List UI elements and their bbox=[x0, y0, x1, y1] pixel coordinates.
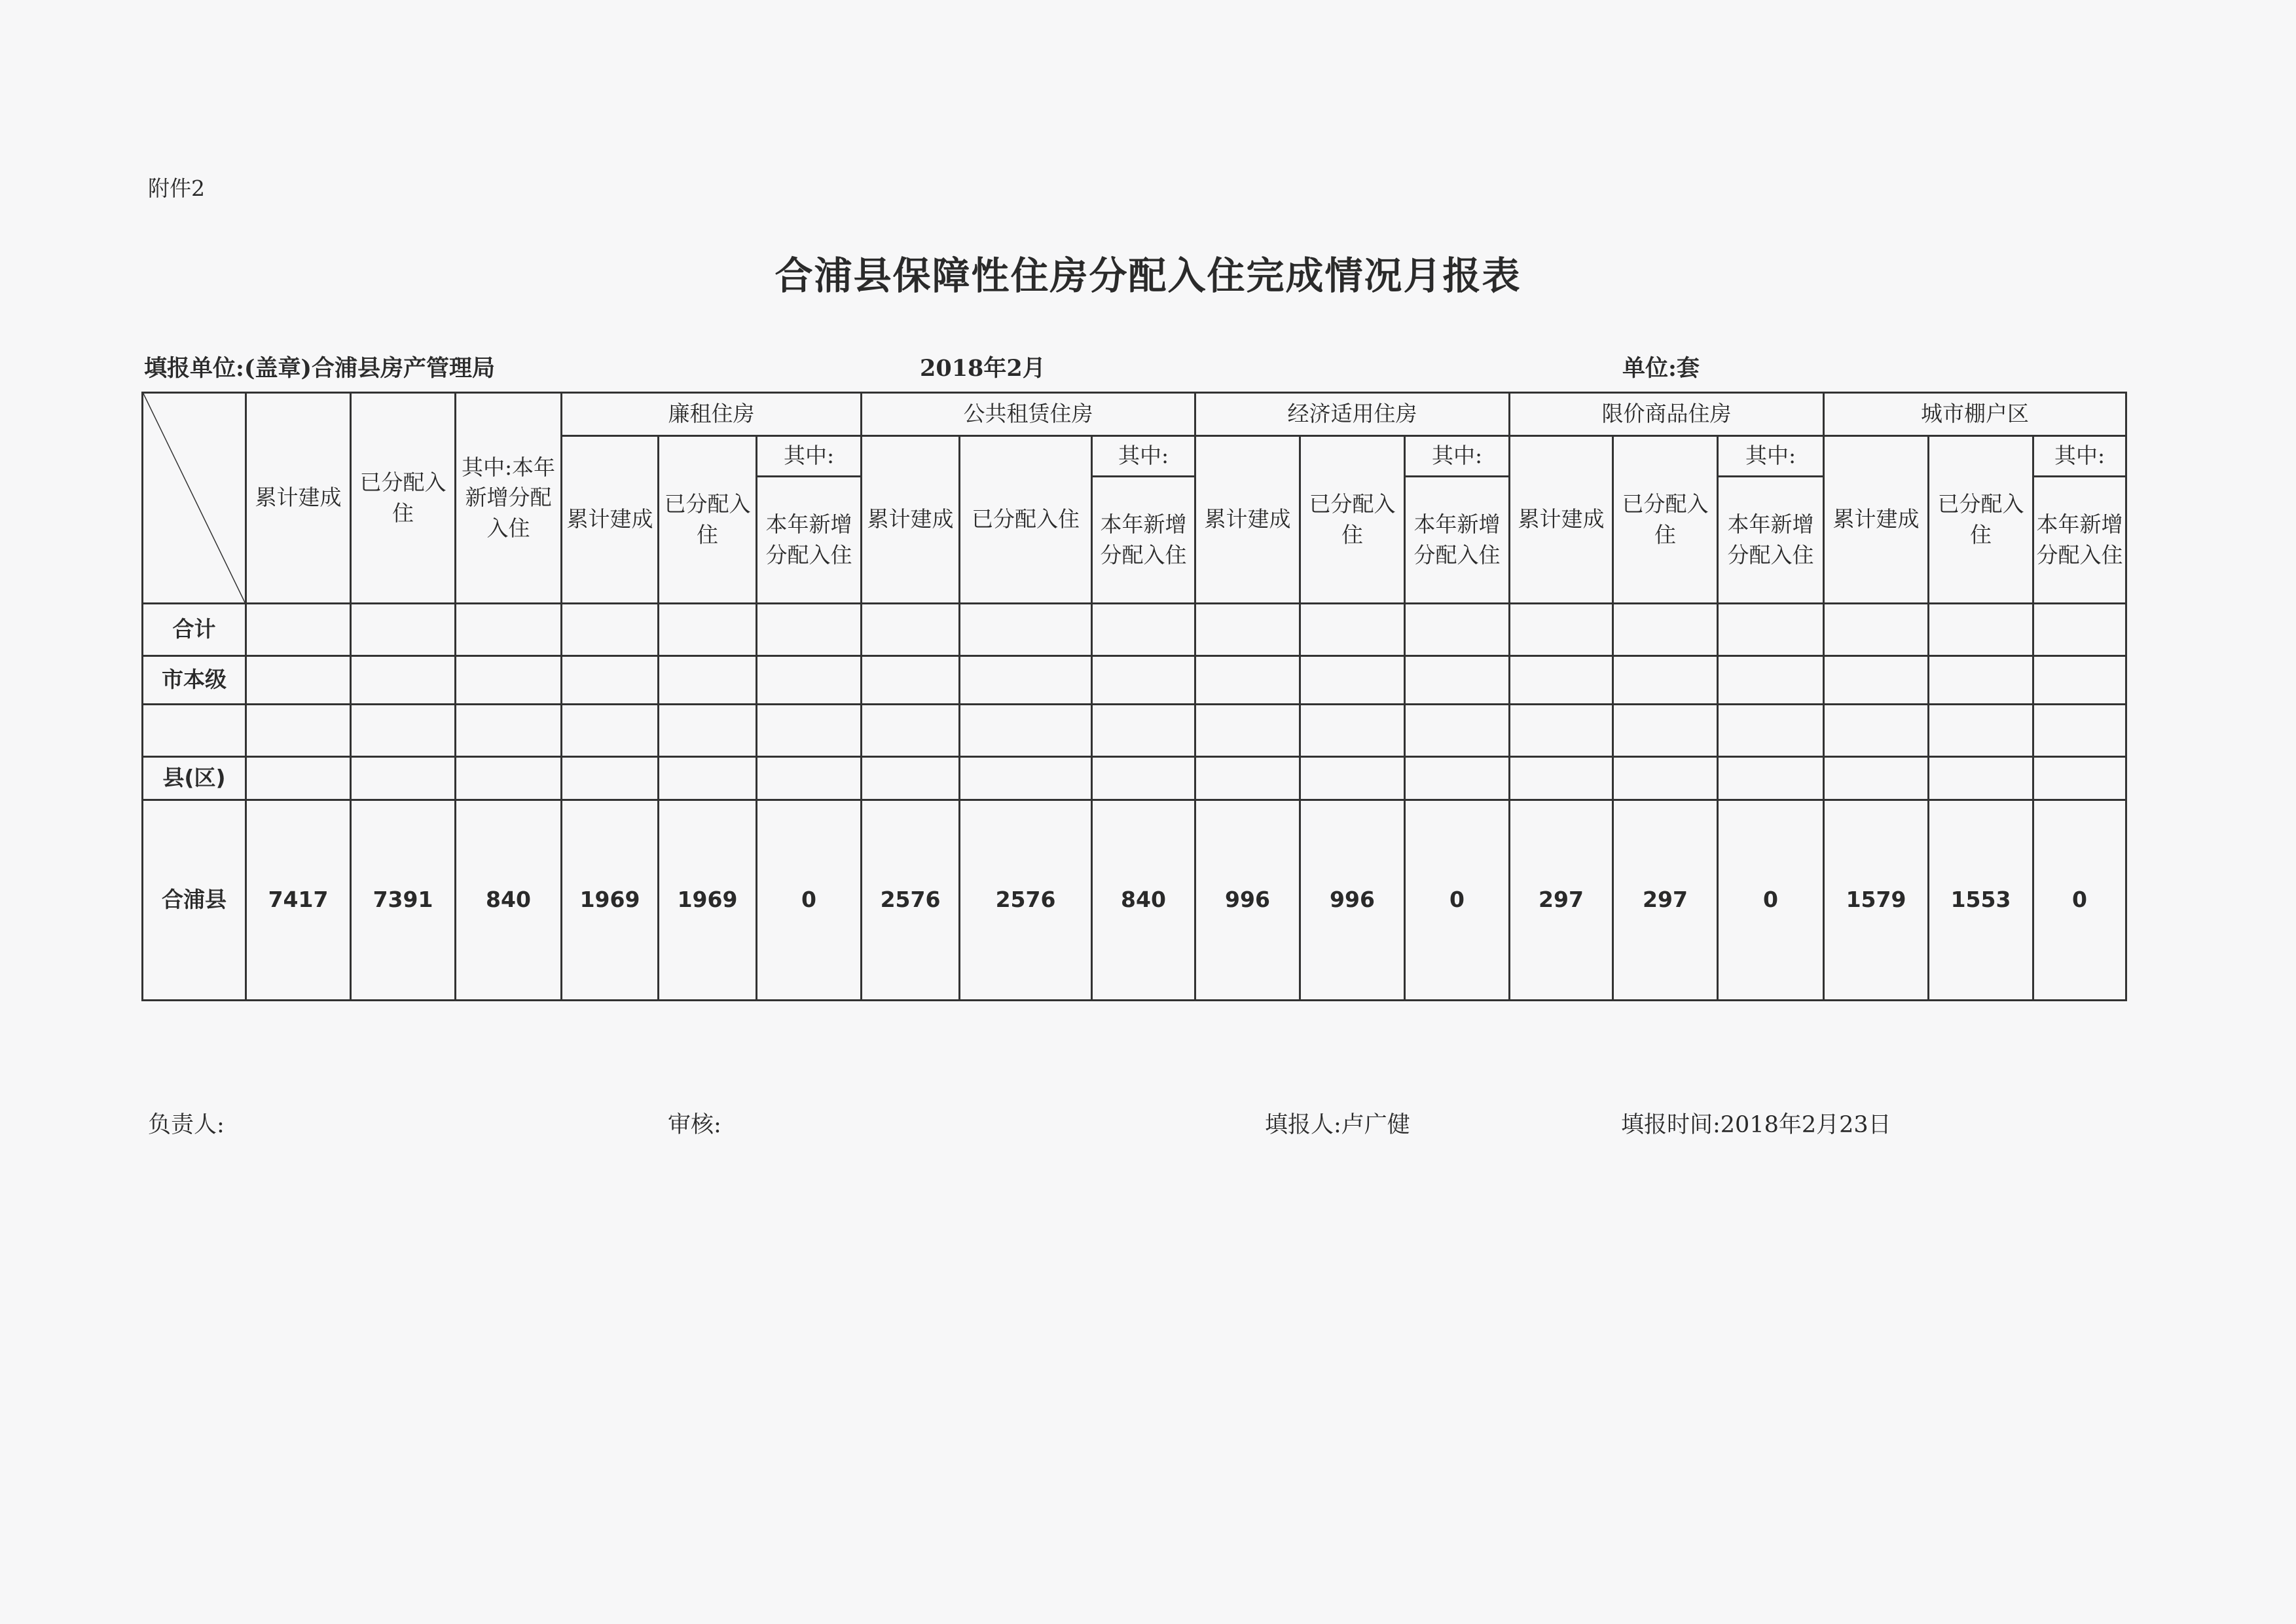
table-cell: 1553 bbox=[1929, 800, 2033, 1001]
attachment-label: 附件2 bbox=[148, 175, 205, 201]
diagonal-line bbox=[143, 394, 245, 602]
table-cell bbox=[1929, 656, 2033, 705]
table-cell bbox=[456, 705, 562, 757]
group-jingji: 经济适用住房 bbox=[1195, 393, 1510, 436]
table-cell: 996 bbox=[1195, 800, 1300, 1001]
footer-review: 审核: bbox=[668, 1112, 721, 1138]
group-penghu: 城市棚户区 bbox=[1824, 393, 2126, 436]
table-cell bbox=[757, 757, 862, 800]
table-cell bbox=[456, 604, 562, 656]
row-label: 县(区) bbox=[143, 757, 246, 800]
report-period: 2018年2月 bbox=[920, 355, 1046, 382]
jingji-built-header: 累计建成 bbox=[1195, 436, 1300, 604]
table-cell bbox=[960, 656, 1092, 705]
table-cell: 996 bbox=[1300, 800, 1405, 1001]
table-cell: 1969 bbox=[659, 800, 757, 1001]
table-cell bbox=[1300, 705, 1405, 757]
table-cell bbox=[757, 705, 862, 757]
gongzu-of-which: 其中: bbox=[1092, 436, 1195, 477]
table-cell bbox=[1195, 757, 1300, 800]
footer-responsible: 负责人: bbox=[148, 1112, 225, 1138]
table-cell: 0 bbox=[1405, 800, 1510, 1001]
row-label: 合浦县 bbox=[143, 800, 246, 1001]
jingji-allocated-header: 已分配入住 bbox=[1300, 436, 1405, 604]
table-cell bbox=[960, 705, 1092, 757]
header-total-allocated: 已分配入住 bbox=[351, 393, 456, 604]
table-cell bbox=[1510, 656, 1613, 705]
table-cell bbox=[1718, 705, 1824, 757]
table-cell bbox=[562, 604, 659, 656]
table-cell bbox=[1092, 604, 1195, 656]
table-cell bbox=[562, 705, 659, 757]
table-cell bbox=[862, 757, 960, 800]
table-cell: 840 bbox=[1092, 800, 1195, 1001]
gongzu-built-header: 累计建成 bbox=[862, 436, 960, 604]
table-cell bbox=[862, 656, 960, 705]
table-cell bbox=[1300, 656, 1405, 705]
table-cell bbox=[1824, 705, 1929, 757]
table-row bbox=[143, 705, 2126, 757]
table-cell bbox=[1405, 656, 1510, 705]
table-cell bbox=[562, 656, 659, 705]
table-cell bbox=[757, 604, 862, 656]
xianjia-of-which: 其中: bbox=[1718, 436, 1824, 477]
group-xianjia: 限价商品住房 bbox=[1510, 393, 1824, 436]
table-cell bbox=[1718, 604, 1824, 656]
table-cell bbox=[246, 705, 351, 757]
table-row bbox=[143, 604, 2126, 656]
table-cell bbox=[1510, 757, 1613, 800]
table-cell: 297 bbox=[1510, 800, 1613, 1001]
table-cell bbox=[1092, 757, 1195, 800]
table-cell bbox=[1195, 656, 1300, 705]
table-cell bbox=[351, 656, 456, 705]
table-cell bbox=[2033, 656, 2126, 705]
table-row bbox=[143, 800, 2126, 1001]
table-cell bbox=[862, 705, 960, 757]
table-cell bbox=[1613, 705, 1718, 757]
table-cell bbox=[562, 757, 659, 800]
table-cell bbox=[659, 604, 757, 656]
corner-diagonal-cell bbox=[143, 393, 246, 604]
table-cell bbox=[1613, 757, 1718, 800]
table-cell bbox=[1195, 705, 1300, 757]
table-cell: 0 bbox=[1718, 800, 1824, 1001]
penghu-built-header: 累计建成 bbox=[1824, 436, 1929, 604]
group-gongzu: 公共租赁住房 bbox=[862, 393, 1195, 436]
penghu-new-header: 本年新增分配入住 bbox=[2033, 477, 2126, 604]
table-row bbox=[143, 656, 2126, 705]
lianzu-allocated-header: 已分配入住 bbox=[659, 436, 757, 604]
jingji-new-header: 本年新增分配入住 bbox=[1405, 477, 1510, 604]
header-total-built: 累计建成 bbox=[246, 393, 351, 604]
table-cell bbox=[351, 604, 456, 656]
xianjia-built-header: 累计建成 bbox=[1510, 436, 1613, 604]
table-cell: 2576 bbox=[960, 800, 1092, 1001]
row-label bbox=[143, 705, 246, 757]
lianzu-of-which: 其中: bbox=[757, 436, 862, 477]
reporting-unit: 填报单位:(盖章)合浦县房产管理局 bbox=[144, 355, 496, 382]
table-cell: 7417 bbox=[246, 800, 351, 1001]
table-cell bbox=[659, 656, 757, 705]
table-cell bbox=[1929, 705, 2033, 757]
table-cell: 1579 bbox=[1824, 800, 1929, 1001]
table-cell bbox=[1510, 604, 1613, 656]
jingji-of-which: 其中: bbox=[1405, 436, 1510, 477]
table-cell: 0 bbox=[2033, 800, 2126, 1001]
penghu-of-which: 其中: bbox=[2033, 436, 2126, 477]
lianzu-built-header: 累计建成 bbox=[562, 436, 659, 604]
table-cell bbox=[1613, 656, 1718, 705]
table-cell bbox=[1613, 604, 1718, 656]
table-cell bbox=[351, 705, 456, 757]
table-cell bbox=[246, 604, 351, 656]
table-cell bbox=[659, 757, 757, 800]
header-total-new: 其中:本年新增分配入住 bbox=[456, 393, 562, 604]
table-cell bbox=[1929, 757, 2033, 800]
table-cell bbox=[1929, 604, 2033, 656]
table-cell bbox=[1300, 757, 1405, 800]
table-cell bbox=[1824, 656, 1929, 705]
table-cell: 840 bbox=[456, 800, 562, 1001]
footer-fill-time: 填报时间:2018年2月23日 bbox=[1621, 1112, 1891, 1138]
gongzu-new-header: 本年新增分配入住 bbox=[1092, 477, 1195, 604]
table-cell bbox=[246, 656, 351, 705]
table-cell bbox=[1092, 656, 1195, 705]
penghu-allocated-header: 已分配入住 bbox=[1929, 436, 2033, 604]
report-table bbox=[141, 392, 2127, 1001]
table-cell bbox=[862, 604, 960, 656]
table-cell bbox=[456, 656, 562, 705]
table-cell: 1969 bbox=[562, 800, 659, 1001]
table-cell bbox=[1824, 757, 1929, 800]
table-cell bbox=[659, 705, 757, 757]
table-cell: 297 bbox=[1613, 800, 1718, 1001]
table-cell bbox=[1718, 757, 1824, 800]
xianjia-allocated-header: 已分配入住 bbox=[1613, 436, 1718, 604]
table-cell: 7391 bbox=[351, 800, 456, 1001]
row-label: 市本级 bbox=[143, 656, 246, 705]
table-cell bbox=[1405, 757, 1510, 800]
table-cell bbox=[246, 757, 351, 800]
table-cell bbox=[1092, 705, 1195, 757]
table-cell bbox=[351, 757, 456, 800]
group-lianzu: 廉租住房 bbox=[562, 393, 862, 436]
row-label: 合计 bbox=[143, 604, 246, 656]
table-row bbox=[143, 757, 2126, 800]
lianzu-new-header: 本年新增分配入住 bbox=[757, 477, 862, 604]
table-cell bbox=[1300, 604, 1405, 656]
table-cell: 2576 bbox=[862, 800, 960, 1001]
footer-filler: 填报人:卢广健 bbox=[1265, 1112, 1410, 1138]
table-cell bbox=[1405, 604, 1510, 656]
page-title: 合浦县保障性住房分配入住完成情况月报表 bbox=[774, 253, 1522, 298]
measure-unit: 单位:套 bbox=[1622, 355, 1700, 382]
table-cell bbox=[1718, 656, 1824, 705]
table-cell bbox=[456, 757, 562, 800]
table-cell bbox=[1405, 705, 1510, 757]
gongzu-allocated-header: 已分配入住 bbox=[960, 436, 1092, 604]
table-cell bbox=[1195, 604, 1300, 656]
table-cell bbox=[757, 656, 862, 705]
table-cell bbox=[1824, 604, 1929, 656]
table-cell: 0 bbox=[757, 800, 862, 1001]
table-cell bbox=[2033, 604, 2126, 656]
table-cell bbox=[1510, 705, 1613, 757]
xianjia-new-header: 本年新增分配入住 bbox=[1718, 477, 1824, 604]
table-cell bbox=[2033, 757, 2126, 800]
table-cell bbox=[960, 604, 1092, 656]
table-cell bbox=[2033, 705, 2126, 757]
table-cell bbox=[960, 757, 1092, 800]
